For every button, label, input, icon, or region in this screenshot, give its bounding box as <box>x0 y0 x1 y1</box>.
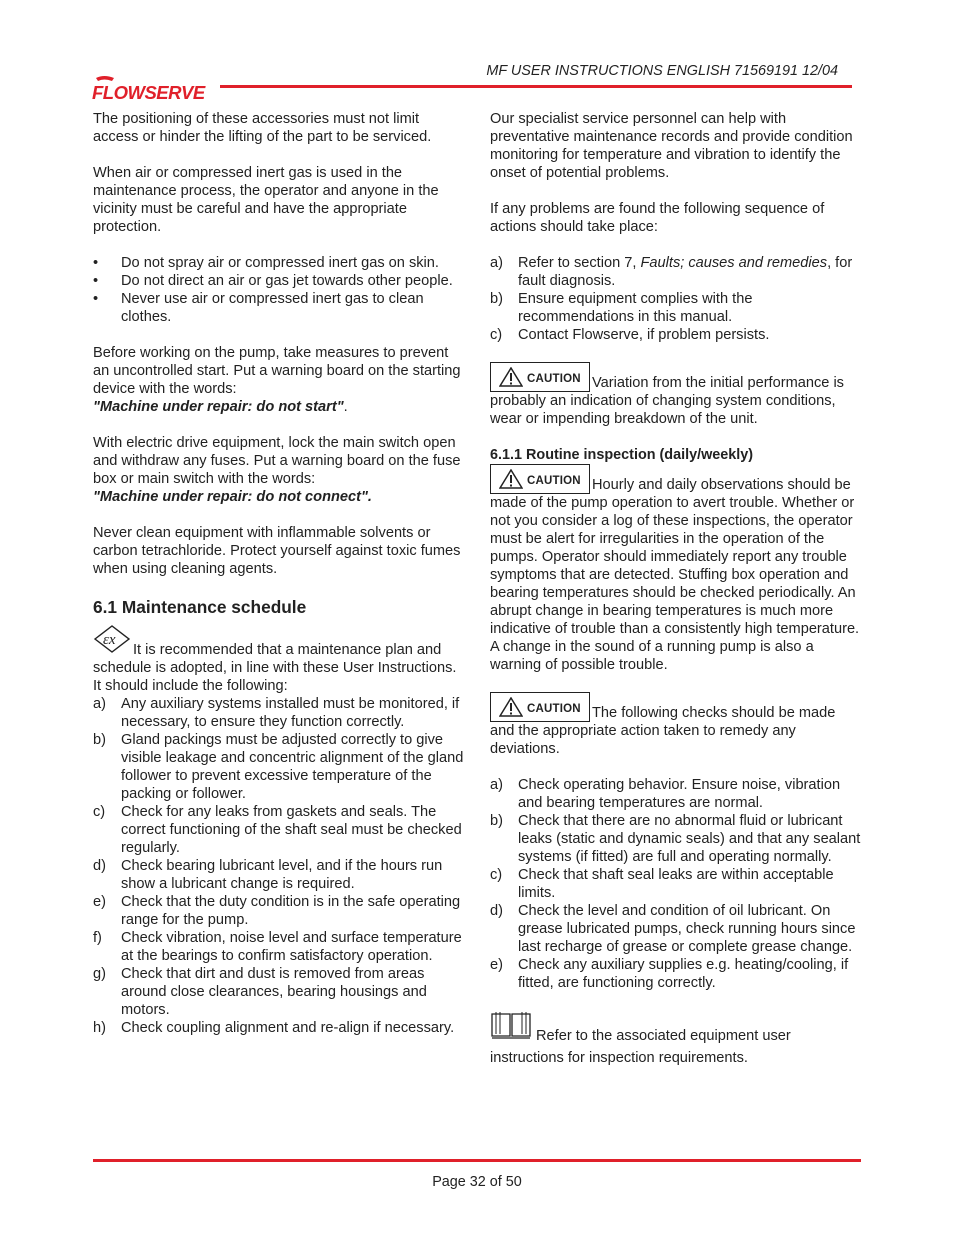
list-item-text: Gland packings must be adjusted correctly to give visible leakage and concentric alignment of the gland follower to prevent excessive temperature of the packing or follower. <box>121 732 464 802</box>
caution-performance-paragraph <box>490 362 862 428</box>
list-item-text: Refer to section 7, <box>518 255 641 271</box>
problem-actions-list <box>490 254 862 344</box>
list-item-text: Check the level and condition of oil lubricant. On grease lubricated pumps, check running hours since last recharge of grease or complete grease change. <box>518 903 856 955</box>
list-item-text: Check any auxiliary supplies e.g. heating/cooling, if fitted, are functioning correctly. <box>518 957 849 991</box>
list-item <box>490 902 862 956</box>
left-column <box>93 110 465 1055</box>
caution-text: CAUTION <box>527 703 581 715</box>
svg-text:εx: εx <box>103 632 116 648</box>
document-header-title: MF USER INSTRUCTIONS ENGLISH 71569191 12/04 <box>486 63 838 79</box>
electric-drive-text: With electric drive equipment, lock the main switch open and withdraw any fuses. Put a warning board on the fuse box or main switch with the words: <box>93 435 461 487</box>
uncontrolled-start-paragraph <box>93 344 465 416</box>
cleaning-solvents-paragraph: Never clean equipment with inflammable solvents or carbon tetrachloride. Protect yourself against toxic fumes when using cleaning agents. <box>93 525 461 577</box>
flowserve-logo-graphic <box>92 74 212 104</box>
list-item <box>93 731 465 803</box>
list-item-text: Check that dirt and dust is removed from areas around close clearances, bearing housings and motors. <box>121 966 427 1018</box>
book-note-text: Refer to the associated equipment user instructions for inspection requirements. <box>490 1028 791 1066</box>
list-item-text: Check bearing lubricant level, and if the hours run show a lubricant change is required. <box>121 858 443 892</box>
list-item <box>93 857 465 893</box>
caution-checks-text: The following checks should be made and the appropriate action taken to remedy any deviations. <box>490 705 836 757</box>
caution-checks-paragraph <box>490 692 862 758</box>
list-item <box>490 290 862 326</box>
book-icon <box>490 1010 532 1047</box>
list-marker: d) <box>93 858 106 874</box>
list-marker: f) <box>93 930 102 946</box>
list-marker: d) <box>490 903 503 919</box>
list-marker: a) <box>93 696 106 712</box>
list-item-text: Any auxiliary systems installed must be monitored, if necessary, to ensure they function correctly. <box>121 696 460 730</box>
ex-intro-text: It is recommended that a maintenance plan and schedule is adopted, in line with these User Instructions. It should include the following: <box>93 642 457 694</box>
list-item: • Never use air or compressed inert gas to clean clothes. <box>93 290 465 326</box>
list-item-text: Check vibration, noise level and surface temperature at the bearings to confirm satisfactory operation. <box>121 930 462 964</box>
list-item <box>490 326 862 344</box>
list-item <box>93 803 465 857</box>
list-item <box>490 776 862 812</box>
list-item <box>490 812 862 866</box>
list-item <box>93 1019 465 1037</box>
ex-intro-paragraph <box>93 624 465 695</box>
flowserve-logo <box>92 74 212 109</box>
caution-label <box>490 362 590 392</box>
list-marker: c) <box>490 867 503 883</box>
warning-triangle-icon <box>499 697 523 717</box>
book-note-paragraph <box>490 1010 862 1069</box>
caution-label <box>490 692 590 722</box>
footer-rule <box>93 1159 861 1162</box>
list-marker: e) <box>490 957 503 973</box>
maintenance-plan-list <box>93 695 465 1037</box>
list-item-text: , for fault diagnosis. <box>518 255 853 289</box>
uncontrolled-start-text: Before working on the pump, take measures to prevent an uncontrolled start. Put a warning board on the starting device with the words: <box>93 345 461 397</box>
list-item-text: Check that shaft seal leaks are within acceptable limits. <box>518 867 834 901</box>
list-item <box>93 965 465 1019</box>
quote-end-punctuation: . <box>343 399 348 415</box>
list-item-text: Check coupling alignment and re-align if necessary. <box>121 1020 455 1036</box>
caution-observations-text: Hourly and daily observations should be made of the pump operation to avert trouble. Whether or not you consider a log of these inspections, the operator must be alert for irregularities in the operation of the pumps. Operator should immediately report any trouble symptoms that are detected. Stuffing box operation and bearing temperatures should be checked periodically. An abrupt change in bearing temperatures is much more indicative of trouble than a consistently high temperature. A change in the sound of a running pump is also a warning of possible trouble. <box>490 477 860 673</box>
caution-performance-text: Variation from the initial performance is probably an indication of changing system conditions, wear or impending breakdown of the unit. <box>490 375 844 427</box>
page-number: Page 32 of 50 <box>432 1174 522 1190</box>
section-reference: Faults; causes and remedies <box>640 255 828 271</box>
list-item-text: Ensure equipment complies with the recommendations in this manual. <box>518 291 753 325</box>
compressed-gas-paragraph: When air or compressed inert gas is used in the maintenance process, the operator and anyone in the vicinity must be careful and have the appropriate protection. <box>93 165 439 235</box>
caution-text: CAUTION <box>527 475 581 487</box>
list-item-text: Check for any leaks from gaskets and seals. The correct functioning of the shaft seal must be checked regularly. <box>121 804 462 856</box>
caution-observations-paragraph <box>490 464 862 674</box>
problems-sequence-intro: If any problems are found the following sequence of actions should take place: <box>490 201 825 235</box>
list-item-text: Check operating behavior. Ensure noise, vibration and bearing temperatures are normal. <box>518 777 841 811</box>
list-item <box>93 929 465 965</box>
list-item <box>93 893 465 929</box>
list-item-text: Check that the duty condition is in the safe operating range for the pump. <box>121 894 461 928</box>
list-item <box>490 866 862 902</box>
list-item <box>490 254 862 290</box>
list-marker: g) <box>93 966 106 982</box>
warning-quote-connect: "Machine under repair: do not connect". <box>93 489 372 505</box>
list-item: • Do not direct an air or gas jet towards other people. <box>93 272 465 290</box>
header-rule <box>220 85 852 88</box>
list-marker: b) <box>490 291 503 307</box>
caution-text: CAUTION <box>527 373 581 385</box>
list-marker: e) <box>93 894 106 910</box>
list-item <box>490 956 862 992</box>
electric-drive-paragraph <box>93 434 465 506</box>
warning-quote-start: "Machine under repair: do not start" <box>93 399 344 415</box>
service-personnel-paragraph: Our specialist service personnel can help with preventative maintenance records and provide condition monitoring for temperature and vibration to identify the onset of potential problems. <box>490 111 853 181</box>
list-marker: a) <box>490 255 503 271</box>
caution-label <box>490 464 590 494</box>
warning-triangle-icon <box>499 367 523 387</box>
list-marker: a) <box>490 777 503 793</box>
list-item <box>93 695 465 731</box>
list-marker: c) <box>490 327 503 343</box>
list-marker: b) <box>93 732 106 748</box>
warning-triangle-icon <box>499 469 523 489</box>
list-item-text: Check that there are no abnormal fluid or lubricant leaks (static and dynamic seals) and that any sealant systems (if fitted) are full and operating normally. <box>518 813 861 865</box>
list-marker: c) <box>93 804 106 820</box>
routine-checks-list <box>490 776 862 992</box>
list-marker: b) <box>490 813 503 829</box>
subsection-title-routine-inspection: 6.1.1 Routine inspection (daily/weekly) <box>490 447 754 463</box>
svg-text:FLOWSERVE: FLOWSERVE <box>92 82 205 103</box>
section-title-maintenance-schedule: 6.1 Maintenance schedule <box>93 597 307 617</box>
right-column <box>490 110 862 1069</box>
gas-safety-list <box>93 254 465 326</box>
ex-explosion-protection-icon <box>93 624 131 659</box>
accessories-paragraph: The positioning of these accessories must not limit access or hinder the lifting of the part to be serviced. <box>93 111 432 145</box>
list-item-text: Contact Flowserve, if problem persists. <box>518 327 770 343</box>
list-marker: h) <box>93 1020 106 1036</box>
list-item: • Do not spray air or compressed inert gas on skin. <box>93 254 465 272</box>
